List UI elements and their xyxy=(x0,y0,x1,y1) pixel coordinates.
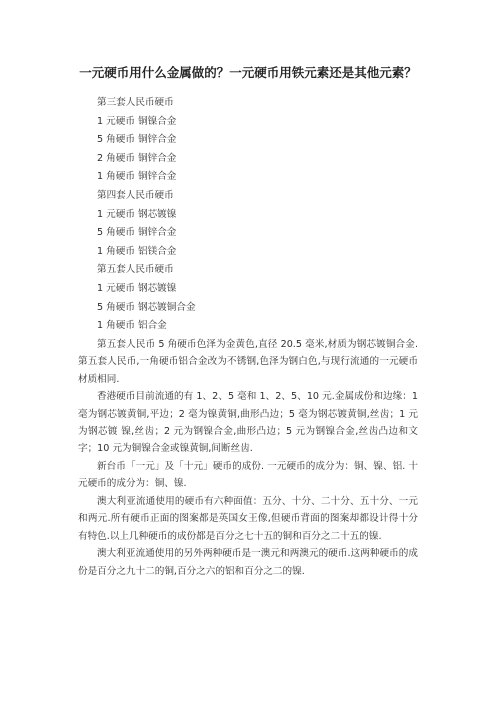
coin-list-item: 5 角硬币 钢芯镀铜合金 xyxy=(97,301,196,313)
body-paragraph: 香港硬币目前流通的有 1、2、5 毫和 1、2、5、10 元.金属成份和边缘：1 毫为钢芯镀黄铜,平边；2 毫为镍黄铜,曲形凸边；5 毫为钢芯镀黄铜,丝齿；1 元为钢芯镀 镍,丝齿；2 元为钢镍合金,曲形凸边；5 元为钢镍合金,丝齿凸边和文字；10 元为铜镍合金或镍黄铜,间断丝齿. xyxy=(78,391,418,455)
coin-list-item: 5 角硬币 铜锌合金 xyxy=(97,134,177,146)
coin-list-item: 第五套人民币硬币 xyxy=(97,264,174,276)
document-title: 一元硬币用什么金属做的？一元硬币用铁元素还是其他元素？ xyxy=(79,65,417,80)
coin-list-item: 1 角硬币 铜锌合金 xyxy=(97,171,177,183)
coin-list-item: 1 角硬币 铝合金 xyxy=(97,320,167,332)
body-paragraph: 澳大利亚流通使用的另外两种硬币是一澳元和两澳元的硬币.这两种硬币的成份是百分之九十二的铜,百分之六的铝和百分之二的镍. xyxy=(78,548,418,577)
body-paragraph: 新台币「一元」及「十元」硬币的成份. 一元硬币的成分为：铜、镍、铝. 十元硬币的成分为：铜、镍. xyxy=(78,460,418,490)
document-body xyxy=(78,94,418,580)
coin-list-item: 第四套人民币硬币 xyxy=(97,189,174,201)
body-paragraph: 第五套人民币 5 角硬币色泽为金黄色,直径 20.5 毫米,材质为钢芯镀铜合金.第五套人民币,一角硬币铝合金改为不锈钢,色泽为钢白色,与现行流通的一元硬币材质相同. xyxy=(78,338,418,385)
coin-list-item: 1 元硬币 钢芯镀镍 xyxy=(97,208,177,220)
coin-list-item: 2 角硬币 铜锌合金 xyxy=(97,152,177,164)
coin-list-item: 5 角硬币 铜锌合金 xyxy=(97,227,177,239)
coin-list-item: 1 角硬币 铝镁合金 xyxy=(97,245,177,257)
coin-list-item: 1 元硬币 钢芯镀镍 xyxy=(97,282,177,294)
coin-list-item: 第三套人民币硬币 xyxy=(97,97,174,108)
coin-list-item: 1 元硬币 铜镍合金 xyxy=(97,115,177,127)
body-paragraph: 澳大利亚流通使用的硬币有六种面值：五分、十分、二十分、五十分、一元和两元.所有硬币正面的图案都是英国女王像,但硬币背面的图案却都设计得十分有特色.以上几种硬币的成份都是百分之七十五的铜和百分之二十五的镍. xyxy=(78,495,418,542)
